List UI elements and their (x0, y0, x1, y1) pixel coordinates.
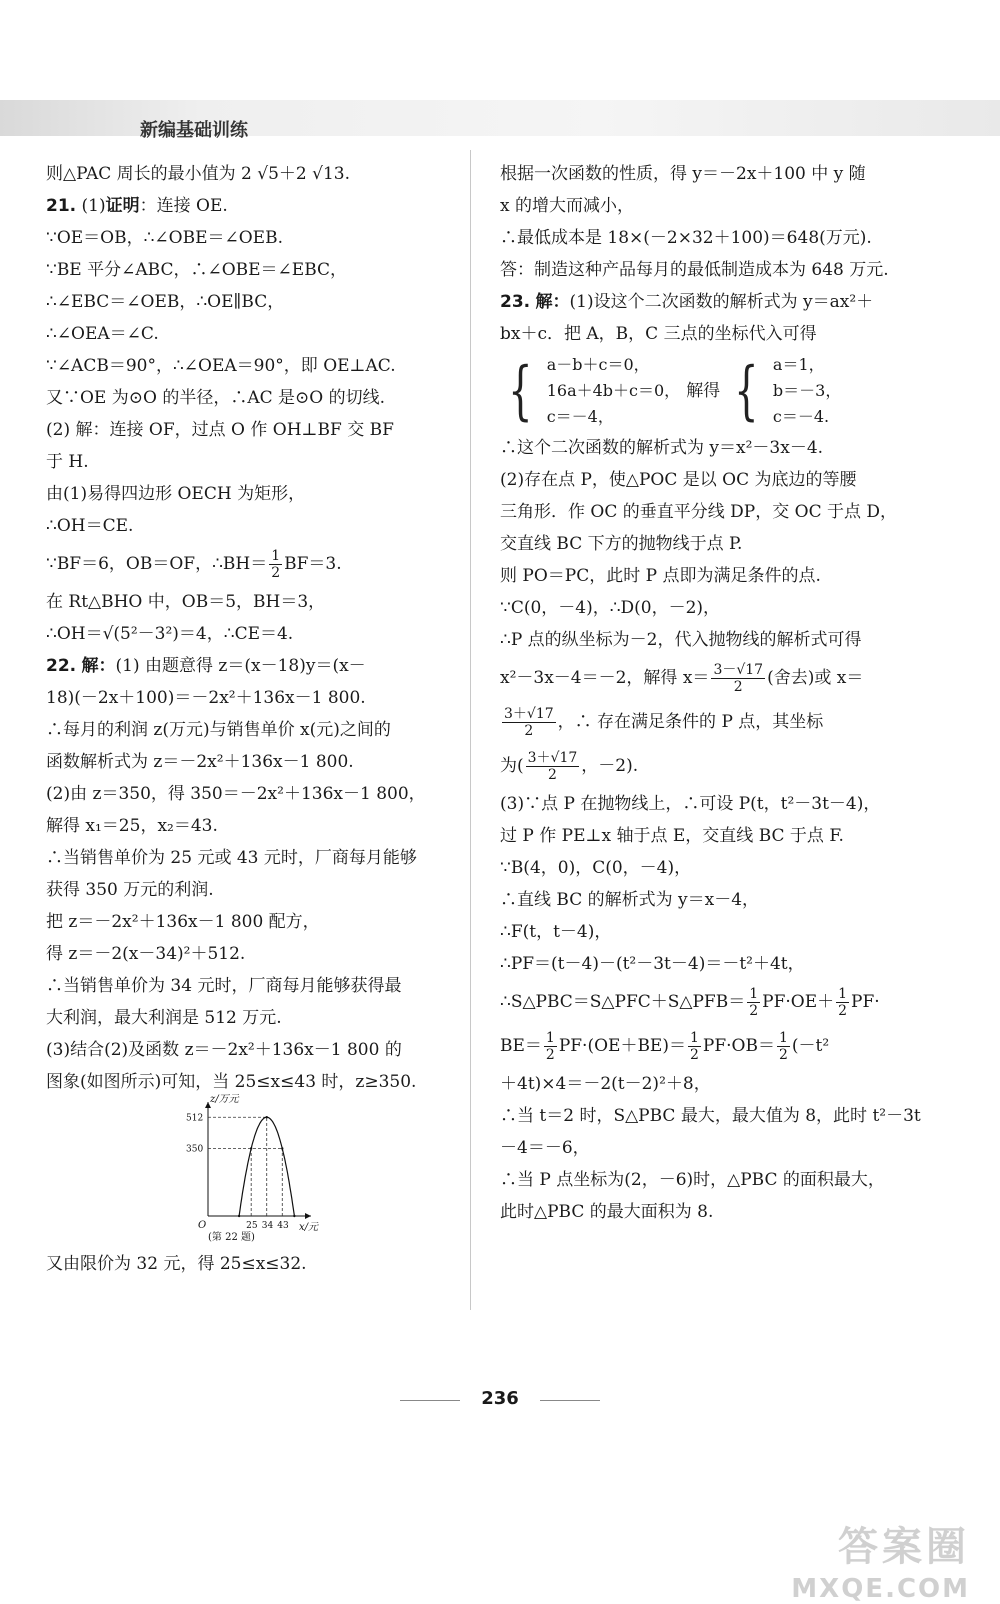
fraction (526, 750, 580, 783)
solve-word: 解得 (686, 381, 721, 401)
x-tick-label: 43 (277, 1221, 289, 1231)
text-line: 又∵OE 为⊙O 的半径，∴AC 是⊙O 的切线. (46, 388, 386, 408)
text-line: 三角形．作 OC 的垂直平分线 DP，交 OC 于点 D， (500, 502, 898, 522)
text-line: ∴P 点的纵坐标为－2，代入抛物线的解析式可得 (500, 630, 862, 650)
fraction-numerator: 3＋√17 (527, 750, 578, 766)
text-line: (1) 由题意得 z＝(x－18)y＝(x－ (115, 656, 366, 676)
text-line: 此时△PBC 的最大面积为 8. (500, 1202, 714, 1222)
book-title: 新编基础训练 (140, 120, 248, 141)
watermark-text: 答案圈 (838, 1524, 970, 1570)
fraction-numerator: 1 (838, 986, 848, 1002)
fraction (688, 1030, 701, 1063)
parabola-figure (46, 1094, 456, 1248)
fraction-line (500, 1024, 900, 1068)
y-axis-label: z/万元 (210, 1094, 239, 1105)
equation: a－b＋c＝0， (546, 355, 650, 374)
left-brace: { (734, 354, 759, 428)
text-line: 得 z＝－2(x－34)²＋512. (46, 944, 246, 964)
text-line: ∵OE＝OB，∴∠OBE＝∠OEB. (46, 228, 283, 248)
origin-label: O (198, 1220, 207, 1231)
fraction-line (500, 656, 900, 700)
watermark (791, 1515, 970, 1604)
text-line: ∵BE 平分∠ABC，∴∠OBE＝∠EBC， (46, 260, 348, 280)
fraction (747, 986, 760, 1019)
text-fragment: (舍去)或 x＝ (767, 668, 864, 688)
proof-tag: 证明 (105, 196, 140, 216)
text-line: 大利润，最大利润是 512 万元. (46, 1008, 282, 1028)
text-fragment: PF·OB＝ (702, 1036, 775, 1056)
question-21-header (46, 190, 456, 222)
question-number: 21. (46, 196, 77, 216)
text-line: ∴OH＝√(5²－3²)＝4，∴CE＝4. (46, 624, 294, 644)
fraction-numerator: 3＋√17 (504, 706, 554, 722)
question-23-header (500, 286, 900, 318)
text-line: ：连接 OE. (139, 196, 228, 216)
text-line: ＋4t)×4＝－2(t－2)²＋8， (500, 1074, 711, 1094)
text-line: ∴PF＝(t－4)－(t²－3t－4)＝－t²＋4t， (500, 954, 805, 974)
text-line: 于 H. (46, 452, 89, 472)
x-axis-label: x/元 (299, 1222, 319, 1233)
fraction (836, 986, 849, 1019)
answer-line: 答：制造这种产品每月的最低制造成本为 648 万元. (500, 260, 889, 280)
text-line: 过 P 作 PE⊥x 轴于点 E，交直线 BC 于点 F. (500, 826, 844, 846)
text-line: (2)由 z＝350，得 350＝－2x²＋136x－1 800， (46, 784, 426, 804)
fraction-denominator: 2 (545, 1047, 555, 1063)
solution: c＝－4. (772, 407, 830, 426)
text-line: 则 PO＝PC，此时 P 点即为满足条件的点. (500, 566, 821, 586)
text-line: ∴∠OEA＝∠C. (46, 324, 159, 344)
parabola-chart (186, 1094, 319, 1248)
fraction-line (500, 700, 900, 744)
text-line: ∵B(4，0)，C(0，－4)， (500, 858, 692, 878)
text-fragment: 为( (500, 756, 524, 776)
text-line: x 的增大而减小， (500, 196, 634, 216)
x-tick-label: 34 (261, 1221, 274, 1231)
question-number: 23. (500, 292, 531, 312)
text-line: －4＝－6， (500, 1138, 590, 1158)
text-line: 函数解析式为 z＝－2x²＋136x－1 800. (46, 752, 354, 772)
text-fragment: PF·OE＋ (762, 992, 835, 1012)
text-fragment: x²－3x－4＝－2，解得 x＝ (500, 668, 710, 688)
text-line: (3)∵点 P 在抛物线上，∴可设 P(t，t²－3t－4)， (500, 794, 881, 814)
text-fragment: BF＝3. (284, 554, 342, 574)
text-line: (1)设这个二次函数的解析式为 y＝ax²＋ (569, 292, 874, 312)
text-line: (2)存在点 P，使△POC 是以 OC 为底边的等腰 (500, 470, 857, 490)
question-22-header (46, 650, 456, 682)
fraction-denominator: 2 (548, 767, 557, 783)
text-line: ∴∠EBC＝∠OEB，∴OE∥BC， (46, 292, 285, 312)
text-line: ∴每月的利润 z(万元)与销售单价 x(元)之间的 (46, 720, 391, 740)
page-number-rule-right (540, 1400, 600, 1401)
text-line: 又由限价为 32 元，得 25≤x≤32. (46, 1254, 307, 1274)
watermark-url: MXQE.COM (791, 1574, 970, 1604)
x-tick-label: 25 (246, 1221, 258, 1231)
solution-tag: 解： (81, 656, 116, 676)
fraction-numerator: 3－√17 (713, 662, 764, 678)
data-point (238, 1215, 240, 1217)
text-line: ∴OH＝CE. (46, 516, 134, 536)
solutions (773, 352, 841, 430)
text-line: 把 z＝－2x²＋136x－1 800 配方， (46, 912, 320, 932)
equation-system (500, 352, 900, 430)
text-line: 获得 350 万元的利润. (46, 880, 214, 900)
solution-tag: 解： (535, 292, 570, 312)
text-line: bx＋c．把 A，B，C 三点的坐标代入可得 (500, 324, 817, 344)
fraction-numerator: 1 (689, 1030, 699, 1046)
part-label: (1) (81, 196, 106, 216)
text-line: ∴直线 BC 的解析式为 y＝x－4， (500, 890, 760, 910)
equation: c＝－4， (546, 407, 614, 426)
text-line: ∴最低成本是 18×(－2×32＋100)＝648(万元). (500, 228, 872, 248)
text-line: 在 Rt△BHO 中，OB＝5，BH＝3， (46, 592, 326, 612)
text-line: 图象(如图所示)可知，当 25≤x≤43 时，z≥350. (46, 1072, 417, 1092)
text-line: ∵∠ACB＝90°，∴∠OEA＝90°，即 OE⊥AC. (46, 356, 396, 376)
text-line: (3)结合(2)及函数 z＝－2x²＋136x－1 800 的 (46, 1040, 402, 1060)
y-tick-label: 350 (186, 1144, 204, 1155)
fraction-denominator: 2 (733, 679, 743, 695)
fraction-denominator: 2 (524, 723, 534, 739)
fraction (269, 548, 282, 581)
text-fragment: ∵BF＝6，OB＝OF，∴BH＝ (46, 554, 268, 574)
fraction-line (500, 980, 900, 1024)
fraction-numerator: 1 (778, 1030, 788, 1046)
equation: 16a＋4b＋c＝0， (546, 381, 681, 400)
solution: b＝－3， (772, 381, 842, 400)
solution: a＝1， (772, 355, 825, 374)
text-line: ∴当 t＝2 时，S△PBC 最大，最大值为 8，此时 t²－3t (500, 1106, 921, 1126)
text-line: (2) 解：连接 OF，过点 O 作 OH⊥BF 交 BF (46, 420, 394, 440)
text-fragment: ∴S△PBC＝S△PFC＋S△PFB＝ (500, 992, 746, 1012)
text-fragment: ，∴ 存在满足条件的 P 点，其坐标 (557, 712, 824, 732)
fraction-line (500, 744, 900, 788)
fraction-denominator: 2 (838, 1003, 848, 1019)
text-line: 解得 x₁＝25，x₂＝43. (46, 816, 218, 836)
data-point (250, 1147, 252, 1149)
fraction-denominator: 2 (778, 1047, 788, 1063)
figure-caption: (第 22 题) (208, 1232, 255, 1243)
text-line: ∴这个二次函数的解析式为 y＝x²－3x－4. (500, 438, 824, 458)
data-point (293, 1215, 295, 1217)
fraction-line (46, 542, 456, 586)
text-line: ∵C(0，－4)，∴D(0，－2)， (500, 598, 721, 618)
text-line: 则△PAC 周长的最小值为 2 √5＋2 √13. (46, 164, 350, 184)
fraction-numerator: 1 (271, 548, 281, 564)
equations (547, 352, 680, 430)
fraction-numerator: 1 (749, 986, 759, 1002)
fraction-denominator: 2 (689, 1047, 699, 1063)
fraction-numerator: 1 (545, 1030, 555, 1046)
column-divider (470, 150, 471, 1310)
right-column (500, 158, 921, 1228)
left-brace: { (508, 354, 533, 428)
parabola-curve (239, 1117, 294, 1216)
data-point (266, 1116, 268, 1118)
text-line: 交直线 BC 下方的抛物线于点 P. (500, 534, 743, 554)
fraction (777, 1030, 790, 1063)
data-point (281, 1147, 283, 1149)
text-line: 18)(－2x＋100)＝－2x²＋136x－1 800. (46, 688, 366, 708)
text-line: ∴当销售单价为 25 元或 43 元时，厂商每月能够 (46, 848, 417, 868)
x-axis-arrow (305, 1213, 311, 1219)
y-tick-label: 512 (186, 1113, 204, 1124)
text-line: ∴当销售单价为 34 元时，厂商每月能够获得最 (46, 976, 402, 996)
fraction (711, 662, 765, 695)
text-fragment: PF· (851, 992, 880, 1012)
text-line: 由(1)易得四边形 OECH 为矩形， (46, 484, 306, 504)
left-column (46, 158, 456, 1280)
text-line: ∴当 P 点坐标为(2，－6)时，△PBC 的面积最大， (500, 1170, 885, 1190)
fraction (502, 706, 556, 739)
text-fragment: PF·(OE＋BE)＝ (558, 1036, 686, 1056)
text-fragment: (－t² (791, 1036, 830, 1056)
fraction (544, 1030, 557, 1063)
text-fragment: BE＝ (500, 1036, 542, 1056)
text-fragment: ，－2). (581, 756, 639, 776)
fraction-denominator: 2 (749, 1003, 759, 1019)
question-number: 22. (46, 656, 77, 676)
text-line: ∴F(t，t－4)， (500, 922, 612, 942)
fraction-denominator: 2 (271, 565, 281, 581)
page-number: 236 (481, 1388, 519, 1409)
text-line: 根据一次函数的性质，得 y＝－2x＋100 中 y 随 (500, 164, 866, 184)
